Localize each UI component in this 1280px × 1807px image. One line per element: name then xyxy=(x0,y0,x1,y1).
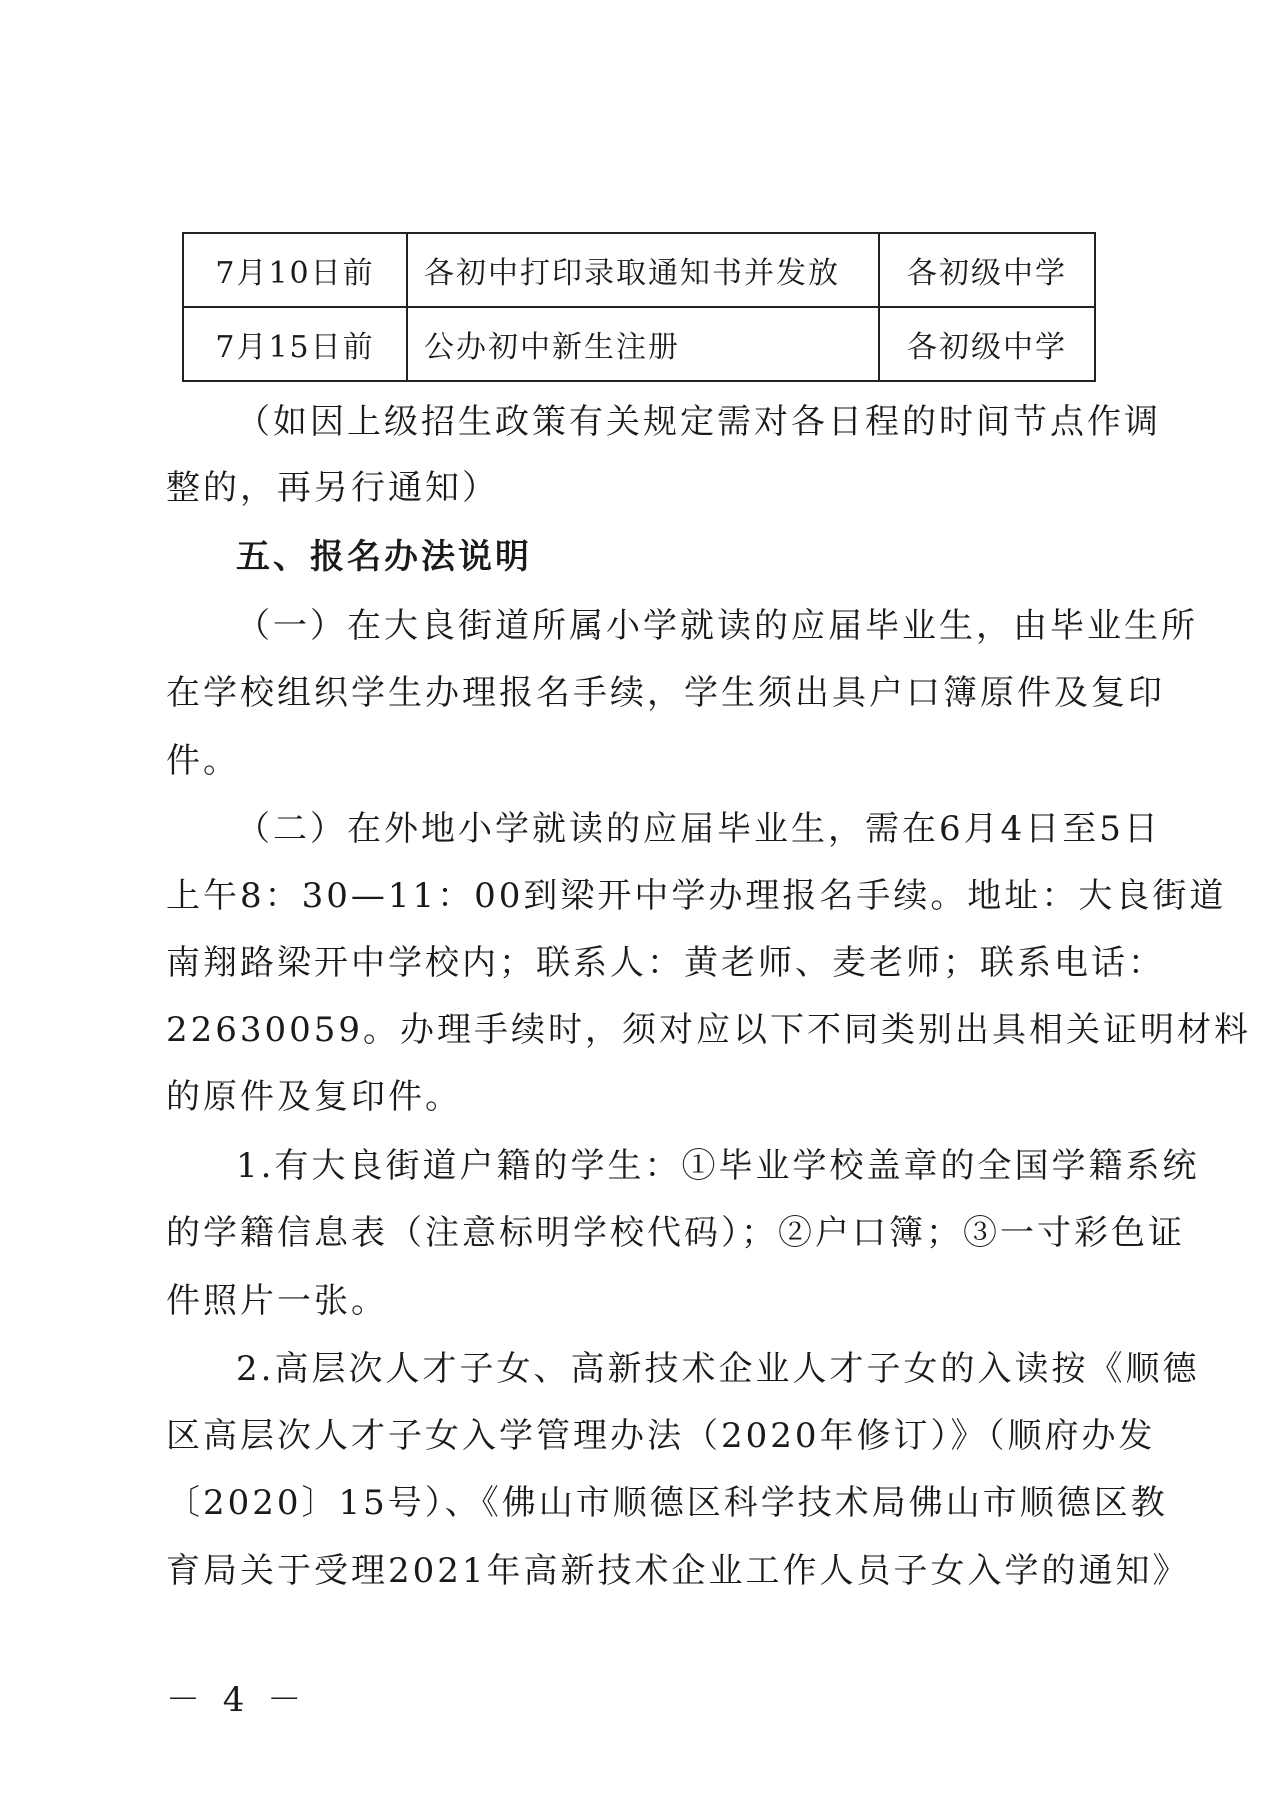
unit-cell: 各初级中学 xyxy=(879,233,1095,307)
schedule-table xyxy=(182,232,1096,382)
paragraph-line: （二）在外地小学就读的应届毕业生，需在6月4日至5日 xyxy=(236,809,1161,849)
paragraph-line: 上午8：30—11：00到梁开中学办理报名手续。地址：大良街道 xyxy=(166,876,1227,916)
paragraph-line: 的学籍信息表（注意标明学校代码）；②户口簿；③一寸彩色证 xyxy=(166,1213,1185,1253)
section-heading: 五、报名办法说明 xyxy=(236,537,532,577)
unit-cell: 各初级中学 xyxy=(879,307,1095,381)
paragraph-line: 2.高层次人才子女、高新技术企业人才子女的入读按《顺德 xyxy=(236,1349,1200,1389)
page-number: － 4 － xyxy=(166,1680,308,1720)
paragraph-line: 的原件及复印件。 xyxy=(166,1077,462,1117)
item-cell: 公办初中新生注册 xyxy=(407,307,879,381)
paragraph-line: 南翔路梁开中学校内；联系人：黄老师、麦老师；联系电话： xyxy=(166,943,1165,983)
paragraph-line: 件。 xyxy=(166,741,240,781)
item-cell: 各初中打印录取通知书并发放 xyxy=(407,233,879,307)
table-row xyxy=(183,307,1095,381)
paragraph-line: （一）在大良街道所属小学就读的应届毕业生，由毕业生所 xyxy=(236,606,1198,646)
paragraph-line: 育局关于受理2021年高新技术企业工作人员子女入学的通知》 xyxy=(166,1551,1190,1591)
paragraph-line: 22630059。办理手续时，须对应以下不同类别出具相关证明材料 xyxy=(166,1010,1252,1050)
paragraph-line: 区高层次人才子女入学管理办法（2020年修订）》（顺府办发 xyxy=(166,1416,1156,1456)
date-cell: 7月15日前 xyxy=(183,307,407,381)
paragraph-line: 1.有大良街道户籍的学生：①毕业学校盖章的全国学籍系统 xyxy=(236,1146,1200,1186)
date-cell: 7月10日前 xyxy=(183,233,407,307)
note-line: （如因上级招生政策有关规定需对各日程的时间节点作调 xyxy=(236,402,1161,442)
paragraph-line: 件照片一张。 xyxy=(166,1281,388,1321)
table-row xyxy=(183,233,1095,307)
note-line: 整的，再另行通知） xyxy=(166,468,499,508)
paragraph-line: 在学校组织学生办理报名手续，学生须出具户口簿原件及复印 xyxy=(166,673,1165,713)
paragraph-line: 〔2020〕15号）、《佛山市顺德区科学技术局佛山市顺德区教 xyxy=(166,1483,1168,1523)
